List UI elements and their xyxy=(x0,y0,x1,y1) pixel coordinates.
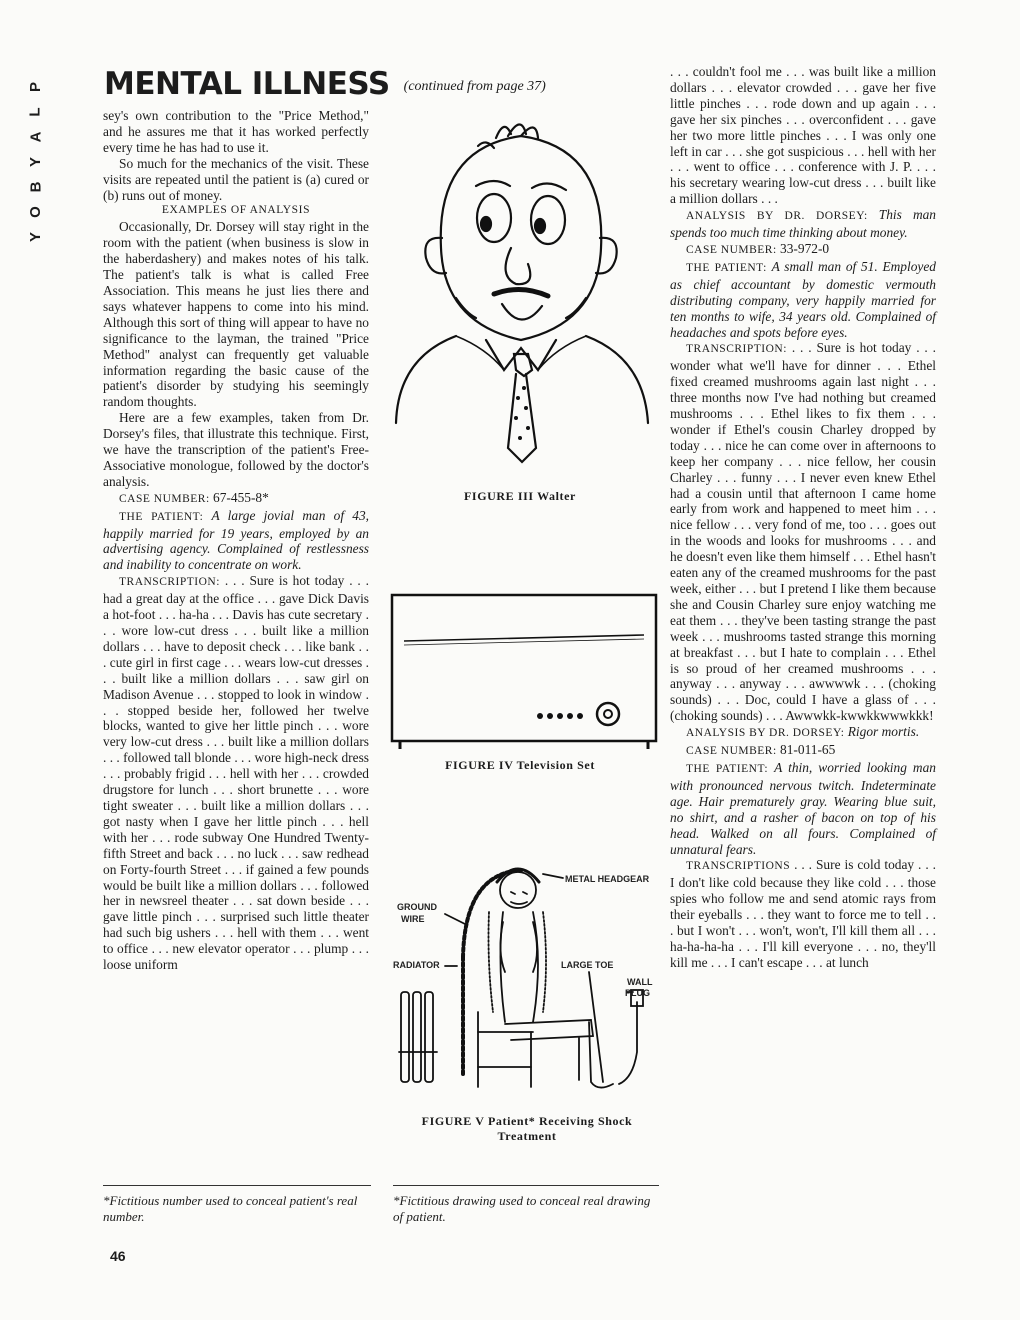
sidebar-letter: Y xyxy=(26,156,44,168)
footnote-divider-left xyxy=(103,1185,371,1186)
paragraph xyxy=(103,490,369,508)
article-title xyxy=(104,66,546,102)
label-radiator: RADIATOR xyxy=(393,960,440,970)
paragraph-text: A small man of 51. Employed as chief accountant by domestic vermouth distributing company, very happily married for ten months to wife, 34 years old. Complained of headaches and spots before eyes. xyxy=(670,258,936,340)
paragraph-text: 33-972-0 xyxy=(780,240,830,256)
paragraph-text: . . . Sure is hot today . . . wonder what we'll have for dinner . . . Ethel fixed creamed mushrooms again last night . . . three months now I've had nothing but creamed mushrooms . . . Ethel likes to fix them . . . wonder if Ethel's cousin Charley dropped by today . . . nice he can come over in afternoons to keep her company . . . nice fellow, her cousin Charley . . . funny . . . I never even knew Ethel had a cousin until that afternoon I came home early from work and happened to meet him . . . nice fellow . . . very fond of me, too . . . goes out in the woods and looks for mushrooms . . . and he doesn't even like them himself . . . Ethel hasn't eaten any of the creamed mushrooms for the past week, either . . . but I pretend I like them because she and Cousin Charley sure enjoy watching me eat them . . . they've been tasting strange the past week . . . mushrooms tasted strange this morning at breakfast . . . but I hate to complain . . . Ethel is so proud of her creamed mushrooms . . . anyway . . . anyway . . . awwwwk . . . (choking sounds) . . . Doc, could I have a glass of . . . (choking sounds) . . . Awwwkk-kwwkkwwwkkk! xyxy=(670,340,936,724)
paragraph-text: 81-011-65 xyxy=(780,742,836,758)
paragraph-text: Here are a few examples, taken from Dr. Dorsey's files, that illustrate this technique. First, we have the transcription of the patient's Free-Associative monologue, followed by the doctor's analysis. xyxy=(103,410,369,489)
footnote-divider-middle xyxy=(393,1185,659,1186)
figure-3-caption: FIGURE III Walter xyxy=(464,489,576,503)
paragraph xyxy=(670,64,936,207)
sidebar-letter: L xyxy=(26,107,44,117)
title-text: MENTAL ILLNESS xyxy=(104,66,390,102)
paragraph xyxy=(103,219,369,410)
paragraph-text: . . . couldn't fool me . . . was built like a million dollars . . . elevator crowded . . . gave her five little pinches . . . rode down and up again . . . gave her six pinches . . . overconfident . . . gave her two more little pinches . . . I was only one left in car . . . she got suspicious . . . hell with her . . . went to office . . . conference with J. P. . . . his secretary wearing low-cut dress . . . built like a million dollars . . . xyxy=(670,64,936,207)
paragraph-label: TRANSCRIPTION: xyxy=(119,576,220,589)
magazine-name-sidebar xyxy=(28,78,44,246)
paragraph-text: . . . Sure is cold today . . . I don't like cold because they like cold . . . those spies who follow me and send atomic rays from their eyeballs . . . they want to force me to tell . . . but I won't . . . won't, won't, I'll kill them all . . . ha-ha-ha-ha . . . I'll kill everyone . . . no, they'll kill me . . . I can't escape . . . at lunch xyxy=(670,857,936,970)
paragraph-text: EXAMPLES OF ANALYSIS xyxy=(161,204,311,217)
paragraph-text: This man spends too much time thinking about money. xyxy=(670,207,937,241)
paragraph xyxy=(670,742,936,760)
paragraph-text: sey's own contribution to the "Price Method," and he assures me that it has worked perfectly every time he has had to use it. xyxy=(103,108,369,155)
paragraph-label: THE PATIENT: xyxy=(686,762,769,775)
paragraph-label: ANALYSIS BY DR. DORSEY: xyxy=(686,727,845,740)
label-wall: WALL xyxy=(627,977,653,987)
figure-4-caption: FIGURE IV Television Set xyxy=(445,758,595,772)
footnote-middle: *Fictitious drawing used to conceal real drawing of patient. xyxy=(393,1193,651,1224)
paragraph xyxy=(670,857,936,970)
sidebar-letter: Y xyxy=(26,231,44,243)
paragraph-label: THE PATIENT: xyxy=(686,261,767,274)
paragraph-label: CASE NUMBER: xyxy=(686,243,777,256)
paragraph-label: CASE NUMBER: xyxy=(119,492,210,505)
label-ground: GROUND xyxy=(397,902,437,912)
paragraph xyxy=(103,573,369,973)
right-text-column xyxy=(670,64,936,971)
label-large-toe: LARGE TOE xyxy=(561,960,614,970)
label-plug: PLUG xyxy=(625,988,651,998)
paragraph-text: So much for the mechanics of the visit. These visits are repeated until the patient is (a) cured or (b) runs out of money. xyxy=(103,155,369,203)
sidebar-letter: P xyxy=(26,81,44,93)
continued-note: (continued from page 37) xyxy=(403,79,546,94)
label-metal-headgear: METAL HEADGEAR xyxy=(565,874,650,884)
paragraph-label: TRANSCRIPTIONS xyxy=(686,860,791,873)
paragraph xyxy=(103,508,369,574)
left-text-column xyxy=(103,108,369,973)
paragraph xyxy=(670,340,936,724)
figure-shock-treatment-drawing xyxy=(393,852,661,1102)
paragraph xyxy=(103,108,369,156)
section-heading xyxy=(103,203,369,219)
paragraph-label: CASE NUMBER: xyxy=(686,745,777,758)
paragraph xyxy=(103,156,369,204)
paragraph-text: Rigor mortis. xyxy=(847,724,920,740)
paragraph xyxy=(670,760,936,857)
paragraph-text: A large jovial man of 43, happily married for 19 years, employed by an advertising agency. Complained of restlessness and inability to concentrate on work. xyxy=(103,507,369,573)
label-wire: WIRE xyxy=(401,914,425,924)
figure-television-drawing xyxy=(390,593,658,751)
paragraph-label: ANALYSIS BY DR. DORSEY: xyxy=(686,210,868,223)
paragraph-label: THE PATIENT: xyxy=(119,510,204,523)
paragraph-text: . . . Sure is hot today . . . had a great day at the office . . . gave Dick Davis a hot-foot . . . ha-ha . . . Davis has cute secretary . . . wore low-cut dress . . . built like a million dollars . . . have to deposit check . . . like bank . . . cute girl in first cage . . . wears low-cut dresses . . . built like a million dollars . . . saw girl on Madison Avenue . . . stopped to look in window . . . stopped beside her, followed her twelve blocks, wanted to give her little pinch . . . wore very low-cut dress . . . built like a million dollars . . . followed tall blonde . . . wore high-neck dress . . . probably frigid . . . hell with her . . . crowded drugstore for lunch . . . short brunette . . . wore tight sweater . . . built like a million dollars . . . got nasty when I gave her little pinch . . . hell with her . . . rode subway One Hundred Twenty-fifth Street and back . . . no luck . . . saw redhead on Forty-fourth Street . . . if gained a few pounds would be built like a million dollars . . . followed her in newsreel theater . . . sat down beside . . . gave little pinch . . . surprised such little theater had such big ushers . . . hell with them . . . went to office . . . new elevator operator . . . plump . . . loose uniform xyxy=(103,573,369,973)
paragraph-label: TRANSCRIPTION: xyxy=(686,343,787,356)
paragraph-text: Occasionally, Dr. Dorsey will stay right in the room with the patient (when business is slow in the haberdashery) and makes notes of his talk. The patient's talk is what is called Free Association. This means he just lies there and says whatever happens to come into his mind. Although this sort of thing will appear to have no significance to the layman, the trained "Price Method" analyst can frequently get valuable information regarding the basic cause of the patient's disorder by studying his seemingly random thoughts. xyxy=(103,219,369,410)
paragraph xyxy=(103,410,369,490)
paragraph-text: A thin, worried looking man with pronounced nervous twitch. Indeterminate age. Hair prematurely gray. Wearing blue suit, no shirt, and a rasher of bacon on top of his head. Walked on all fours. Complained of unnatural fears. xyxy=(670,759,936,857)
sidebar-letter: A xyxy=(27,131,44,143)
sidebar-letter: B xyxy=(27,181,44,193)
paragraph-text: 67-455-8* xyxy=(213,489,269,505)
sidebar-letter: O xyxy=(26,206,44,218)
paragraph xyxy=(670,259,936,341)
footnote-left: *Fictitious number used to conceal patient's real number. xyxy=(103,1193,358,1224)
page-number: 46 xyxy=(110,1248,126,1264)
paragraph xyxy=(670,207,936,241)
figure-walter-drawing xyxy=(386,108,656,483)
paragraph xyxy=(670,241,936,259)
paragraph xyxy=(670,724,936,742)
figure-5-caption: FIGURE V Patient* Receiving Shock Treatment xyxy=(421,1114,633,1143)
